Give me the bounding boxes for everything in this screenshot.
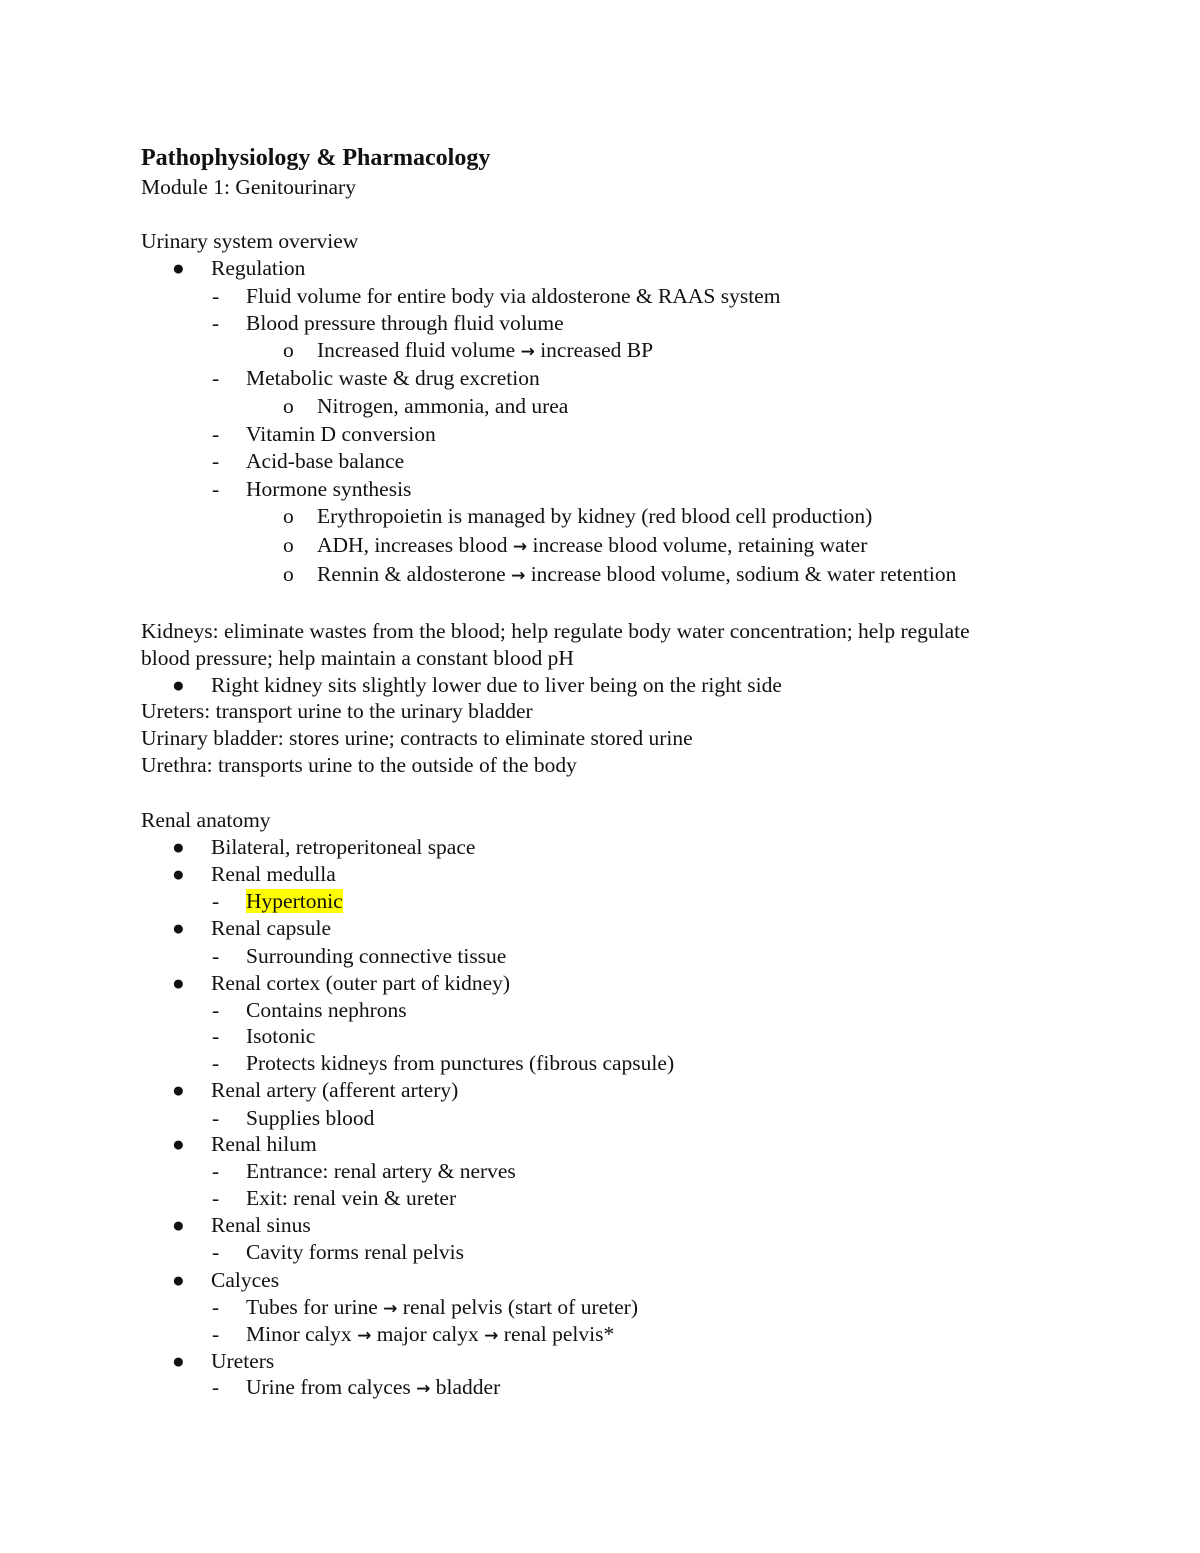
paragraph-line: Urethra: transports urine to the outside of the body	[141, 753, 577, 777]
list-item: Renal hilum	[211, 1132, 317, 1156]
anatomy-heading: Renal anatomy	[141, 808, 271, 832]
bullet-icon: ●	[172, 1213, 185, 1237]
list-item: Calyces	[211, 1268, 280, 1292]
list-item: Entrance: renal artery & nerves	[246, 1159, 516, 1183]
overview-heading: Urinary system overview	[141, 229, 359, 253]
dash-marker: -	[212, 1024, 220, 1048]
list-item: Hormone synthesis	[246, 477, 412, 501]
dash-marker: -	[212, 1186, 220, 1210]
list-item: Urine from calyces → bladder	[246, 1375, 501, 1399]
circle-marker: o	[283, 504, 294, 528]
dash-marker: -	[212, 998, 220, 1022]
list-item: Renal artery (afferent artery)	[211, 1078, 459, 1102]
bullet-icon: ●	[172, 1132, 185, 1156]
list-item: Tubes for urine → renal pelvis (start of ureter)	[246, 1295, 638, 1319]
bullet-icon: ●	[172, 916, 185, 940]
list-item: Rennin & aldosterone → increase blood volume, sodium & water retention	[317, 562, 957, 586]
circle-marker: o	[283, 338, 294, 362]
list-item: Fluid volume for entire body via aldosterone & RAAS system	[246, 284, 781, 308]
arrow-right-icon: →	[512, 537, 528, 557]
arrow-right-icon: →	[520, 342, 535, 362]
dash-marker: -	[212, 422, 220, 446]
circle-marker: o	[283, 533, 294, 557]
list-item: Vitamin D conversion	[246, 422, 436, 446]
dash-marker: -	[212, 889, 220, 913]
list-item: Acid-base balance	[246, 449, 405, 473]
bullet-icon: ●	[172, 1078, 185, 1102]
list-item: Protects kidneys from punctures (fibrous capsule)	[246, 1051, 675, 1075]
dash-marker: -	[212, 366, 220, 390]
list-item: Renal capsule	[211, 916, 331, 940]
paragraph-line: Urinary bladder: stores urine; contracts to eliminate stored urine	[141, 726, 693, 750]
dash-marker: -	[212, 1051, 220, 1075]
dash-marker: -	[212, 1295, 220, 1319]
arrow-right-icon: →	[484, 1326, 499, 1346]
circle-marker: o	[283, 394, 294, 418]
dash-marker: -	[212, 311, 220, 335]
list-item: Isotonic	[246, 1024, 316, 1048]
bullet-icon: ●	[172, 835, 185, 859]
list-item: Bilateral, retroperitoneal space	[211, 835, 476, 859]
list-item: Cavity forms renal pelvis	[246, 1240, 464, 1264]
list-item: Metabolic waste & drug excretion	[246, 366, 540, 390]
list-item: Blood pressure through fluid volume	[246, 311, 564, 335]
paragraph-line: Ureters: transport urine to the urinary bladder	[141, 699, 533, 723]
list-item: Ureters	[211, 1349, 275, 1373]
list-item: ADH, increases blood → increase blood volume, retaining water	[317, 533, 868, 557]
dash-marker: -	[212, 1375, 220, 1399]
highlighted-text: Hypertonic	[246, 889, 343, 913]
circle-marker: o	[283, 562, 294, 586]
bullet-icon: ●	[172, 673, 185, 697]
list-item: Nitrogen, ammonia, and urea	[317, 394, 569, 418]
dash-marker: -	[212, 477, 220, 501]
dash-marker: -	[212, 1106, 220, 1130]
list-item: Surrounding connective tissue	[246, 944, 507, 968]
dash-marker: -	[212, 1322, 220, 1346]
list-item: Supplies blood	[246, 1106, 375, 1130]
list-item: Contains nephrons	[246, 998, 407, 1022]
dash-marker: -	[212, 1240, 220, 1264]
bullet-icon: ●	[172, 1268, 185, 1292]
bullet-icon: ●	[172, 256, 185, 280]
list-item: Increased fluid volume → increased BP	[317, 338, 654, 362]
list-item: Exit: renal vein & ureter	[246, 1186, 457, 1210]
paragraph-line: Kidneys: eliminate wastes from the blood; help regulate body water concentration; help regulate	[141, 619, 970, 643]
list-item: Renal medulla	[211, 862, 336, 886]
bullet-icon: ●	[172, 971, 185, 995]
arrow-right-icon: →	[383, 1299, 398, 1319]
dash-marker: -	[212, 284, 220, 308]
list-item: Renal sinus	[211, 1213, 311, 1237]
arrow-right-icon: →	[511, 566, 526, 586]
paragraph-line: blood pressure; help maintain a constant blood pH	[141, 646, 574, 670]
bullet-icon: ●	[172, 862, 185, 886]
list-item: Regulation	[211, 256, 306, 280]
arrow-right-icon: →	[357, 1326, 372, 1346]
list-item: Erythropoietin is managed by kidney (red blood cell production)	[317, 504, 873, 528]
bullet-icon: ●	[172, 1349, 185, 1373]
arrow-right-icon: →	[416, 1379, 431, 1399]
dash-marker: -	[212, 944, 220, 968]
list-item	[246, 888, 343, 914]
document-title: Pathophysiology & Pharmacology	[141, 145, 491, 171]
module-subtitle: Module 1: Genitourinary	[141, 175, 356, 199]
list-item: Renal cortex (outer part of kidney)	[211, 971, 511, 995]
dash-marker: -	[212, 1159, 220, 1183]
list-item: Minor calyx → major calyx → renal pelvis*	[246, 1322, 615, 1346]
list-item: Right kidney sits slightly lower due to liver being on the right side	[211, 673, 782, 697]
dash-marker: -	[212, 449, 220, 473]
